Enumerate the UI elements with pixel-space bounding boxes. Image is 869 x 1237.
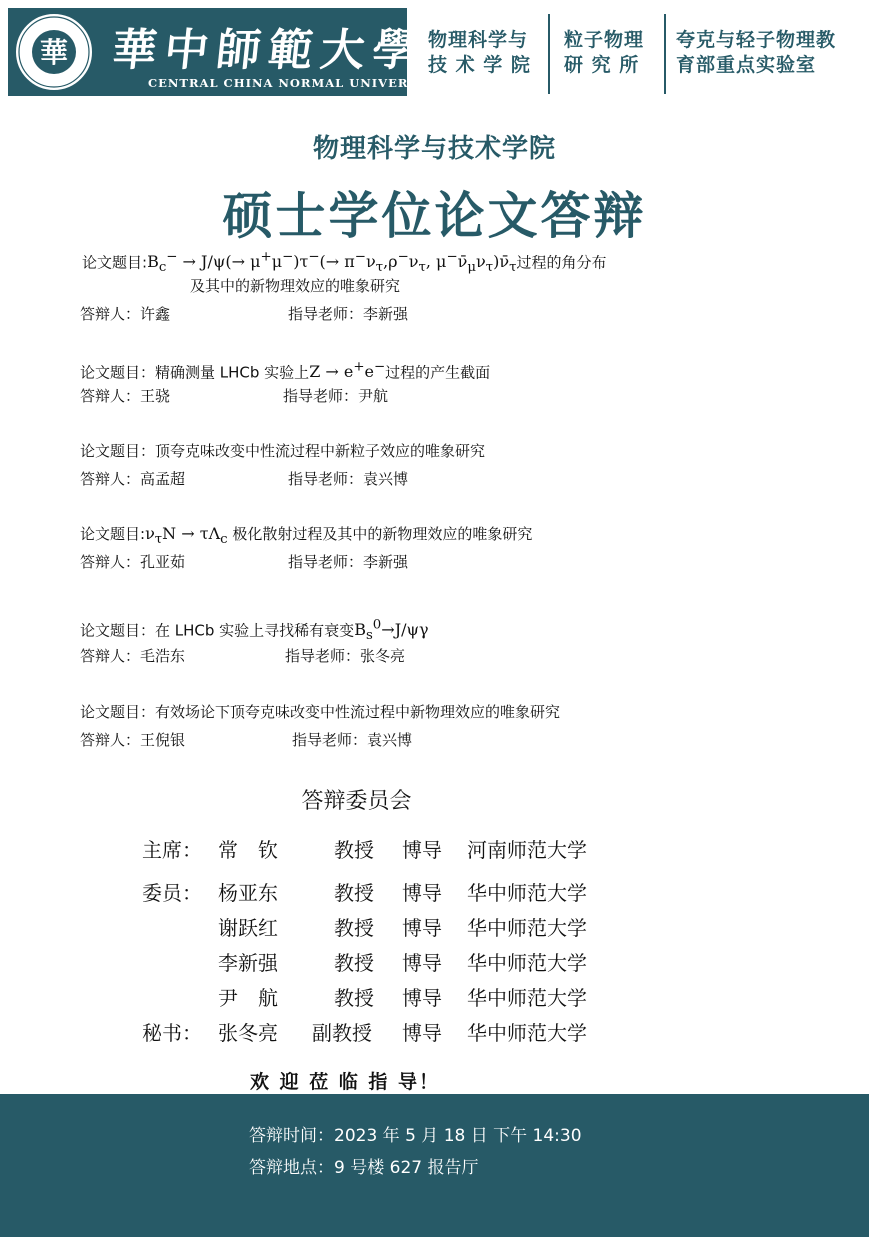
thesis-defender: 答辩人：高孟超	[80, 470, 186, 488]
school-title: 物理科学与技术学院	[312, 134, 556, 164]
seal-char: 華	[39, 36, 69, 69]
thesis-advisor: 指导老师：袁兴博	[292, 731, 413, 749]
header-unit-institute: 粒子物理 研 究 所	[564, 29, 645, 76]
thesis-topic: 论文题目$:\nu_\tau N \to \tau\Lambda_c$ 极化散射过程及其中的新物理效应的唯象研究	[80, 524, 533, 548]
thesis-topic-line2: 及其中的新物理效应的唯象研究	[190, 277, 401, 295]
thesis-topic: 论文题目$:B_c^- \to J/\psi(\to \mu^+\mu^-)\tau^-(\to \pi^-\nu_\tau,\rho^-\nu_\tau$, $\mu^-\nū_\mu\nu_\tau)\nū_\tau$过程的角分布	[82, 250, 607, 276]
thesis-advisor: 指导老师：李新强	[288, 553, 409, 571]
thesis-advisor: 指导老师：张冬亮	[285, 647, 406, 665]
footer-band	[0, 1094, 869, 1237]
thesis-topic-math: $\nu_\tau N \to \tau\Lambda_c$	[145, 524, 228, 548]
header-unit-school: 物理科学与 技 术 学 院	[428, 29, 531, 76]
thesis-topic-math: $B_c^- \to J/\psi(\to \mu^+\mu^-)\tau^-(\to \pi^-\nu_\tau,\rho^-\nu_\tau$, $\mu^-\nū_\mu\nu_\tau)\nū_\tau$	[147, 250, 517, 276]
thesis-defender: 答辩人：毛浩东	[80, 647, 186, 665]
header-unit-lab: 夸克与轻子物理教 育部重点实验室	[676, 29, 837, 76]
defense-place: 答辩地点：9 号楼 627 报告厅	[249, 1158, 479, 1178]
thesis-advisor: 指导老师：李新强	[288, 305, 409, 323]
thesis-defender: 答辩人：王骁	[80, 387, 171, 405]
header-divider	[548, 14, 550, 94]
thesis-defender: 答辩人：王倪银	[80, 731, 186, 749]
main-title: 硕士学位论文答辩	[222, 187, 647, 245]
thesis-topic-math: Z → e+e−	[309, 360, 386, 382]
welcome-text: 欢 迎 莅 临 指 导！	[249, 1071, 441, 1093]
thesis-advisor: 指导老师：尹航	[283, 387, 389, 405]
university-name-en: CENTRAL CHINA NORMAL UNIVERSITY	[148, 76, 443, 90]
thesis-defender: 答辩人：许鑫	[80, 305, 171, 323]
university-seal-icon	[14, 12, 94, 92]
university-logo-banner	[8, 8, 443, 96]
thesis-topic: 论文题目：有效场论下顶夸克味改变中性流过程中新物理效应的唯象研究	[80, 703, 561, 721]
thesis-defender: 答辩人：孔亚茹	[80, 553, 186, 571]
header-divider	[664, 14, 666, 94]
thesis-advisor: 指导老师：袁兴博	[288, 470, 409, 488]
thesis-topic-math: $B_s^0\to J/\psi\gamma$	[354, 618, 429, 644]
thesis-topic: 论文题目：顶夸克味改变中性流过程中新粒子效应的唯象研究	[80, 442, 486, 460]
header	[0, 0, 869, 110]
committee-title: 答辩委员会	[301, 789, 412, 814]
thesis-topic: 论文题目：精确测量 LHCb 实验上Z → e+e−过程的产生截面	[80, 360, 491, 382]
defense-time: 答辩时间：2023 年 5 月 18 日 下午 14:30	[249, 1126, 582, 1146]
university-name-cn: 華中師範大學	[109, 25, 428, 76]
thesis-topic: 论文题目：在 LHCb 实验上寻找稀有衰变$B_s^0\to J/\psi\gamma$	[80, 618, 429, 644]
